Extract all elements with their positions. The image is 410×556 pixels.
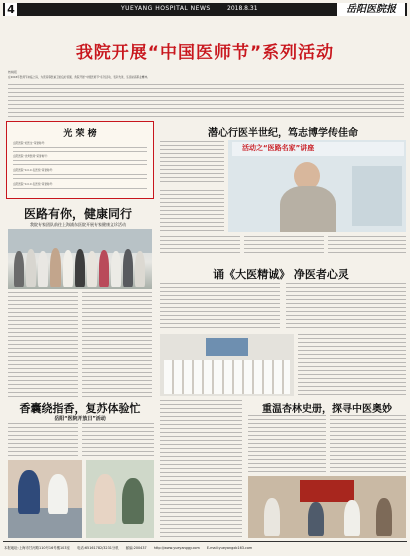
speaker-body <box>280 186 336 232</box>
group-member <box>26 249 36 287</box>
intro-text: 在2018年医师节来临之际，为营造尊医重卫的良好氛围，我院开展“中国医师节”系列活动，表彰先进，弘扬崇高职业精神。 <box>8 76 150 79</box>
honor-item: 岳阳医院“C.C.C.名医奖”荣誉称号： <box>13 183 55 186</box>
article-4-subtitle: 岳阳“医院开放日”活动 <box>54 416 106 422</box>
article-1-title: 医路有你，健康同行 <box>23 207 132 221</box>
article-5-body-right <box>330 415 406 473</box>
article-2-photo <box>228 140 406 232</box>
article-1-body-left <box>8 292 78 400</box>
article-2-title: 潜心行医半世纪，笃志博学传佳命 <box>208 128 358 139</box>
slide-text: 活动之“医路名家”讲座 <box>242 144 315 152</box>
visitor <box>344 500 360 536</box>
backdrop-panel <box>352 166 402 226</box>
article-2-body-1 <box>160 190 224 234</box>
article-3-title: 诵《大医精诚》 净医者心灵 <box>213 268 349 281</box>
honor-item: 岳阳医院“优秀医师”荣誉称号： <box>13 155 50 158</box>
group-member <box>135 251 145 287</box>
footer-phone: 电话:65161782/3231分机 <box>76 546 119 550</box>
article-2-body-4 <box>328 236 406 256</box>
group-member <box>99 250 109 287</box>
article-3-body-side <box>298 334 406 396</box>
honor-item-names <box>13 160 147 166</box>
header-bar <box>3 3 407 16</box>
visitor <box>94 474 116 524</box>
intro-byline: 核桃报 <box>8 70 18 74</box>
article-3-body-right <box>286 283 406 331</box>
intro-body <box>8 84 404 120</box>
group-member <box>75 249 85 287</box>
article-4-body-1 <box>8 423 78 457</box>
honor-item: 岳阳医院“C.C.C.名医奖”荣誉称号： <box>13 169 55 172</box>
honor-item-names <box>13 147 147 153</box>
group-member <box>63 250 73 287</box>
article-5-body-left <box>248 415 326 473</box>
visitor <box>308 502 324 536</box>
honor-item-names <box>13 174 147 180</box>
visitor <box>376 498 392 536</box>
trainee <box>18 470 40 514</box>
article-5-photo <box>248 476 406 538</box>
footer-email[interactable]: E-mail:yueyangxb163.com <box>206 546 253 550</box>
article-5-title: 重温杏林史册，探寻中医奥妙 <box>262 404 392 415</box>
group-member <box>123 249 133 287</box>
group-member <box>14 251 24 287</box>
page-number: 4 <box>5 3 17 16</box>
footer-rule <box>3 541 407 542</box>
article-2-body-3 <box>244 236 324 256</box>
article-3-body-left <box>160 283 280 331</box>
exhibition-banner <box>300 480 354 502</box>
honor-item: 岳阳医院“好医生”荣誉称号： <box>13 142 47 145</box>
article-1-body-right <box>82 292 152 400</box>
middle-column-body <box>160 400 242 538</box>
masthead: 岳阳医院报 <box>337 3 405 16</box>
footer-website[interactable]: http://www.yueyanggy.com <box>153 546 200 550</box>
footer-zip: 邮编:200437 <box>125 546 147 550</box>
article-4-title: 香囊绕指香，复苏体验忙 <box>19 402 141 415</box>
article-2-body-2 <box>160 236 240 256</box>
honor-title: 光 荣 榜 <box>63 129 97 139</box>
article-1-photo <box>8 229 152 289</box>
visitor <box>264 498 280 536</box>
issue-date: 2018.8.31 <box>227 5 258 12</box>
article-1-subtitle: 我院专家团队前往上海浦东医院开展专家健康义诊活动 <box>30 222 126 227</box>
trainer <box>48 474 68 514</box>
group-member <box>87 251 97 287</box>
honor-box <box>6 121 154 199</box>
article-4-body-2 <box>82 423 154 457</box>
article-2-lead <box>160 141 224 185</box>
group-member <box>50 248 61 287</box>
stage-screen <box>206 338 248 356</box>
footer-address: 本报地址:上海市甘河路110号16号楼103室 <box>4 546 70 550</box>
doctor-row <box>164 360 290 394</box>
article-4-photo-cpr <box>8 460 82 538</box>
article-3-photo <box>160 334 294 396</box>
main-headline: 我院开展“中国医师节”系列活动 <box>75 43 335 63</box>
article-4-photo-sachet <box>86 460 154 538</box>
group-member <box>38 251 48 287</box>
visitor <box>122 478 144 524</box>
footer <box>4 544 406 553</box>
paper-name: YUEYANG HOSPITAL NEWS <box>121 5 211 12</box>
honor-item-names <box>13 188 147 192</box>
group-member <box>111 251 121 287</box>
